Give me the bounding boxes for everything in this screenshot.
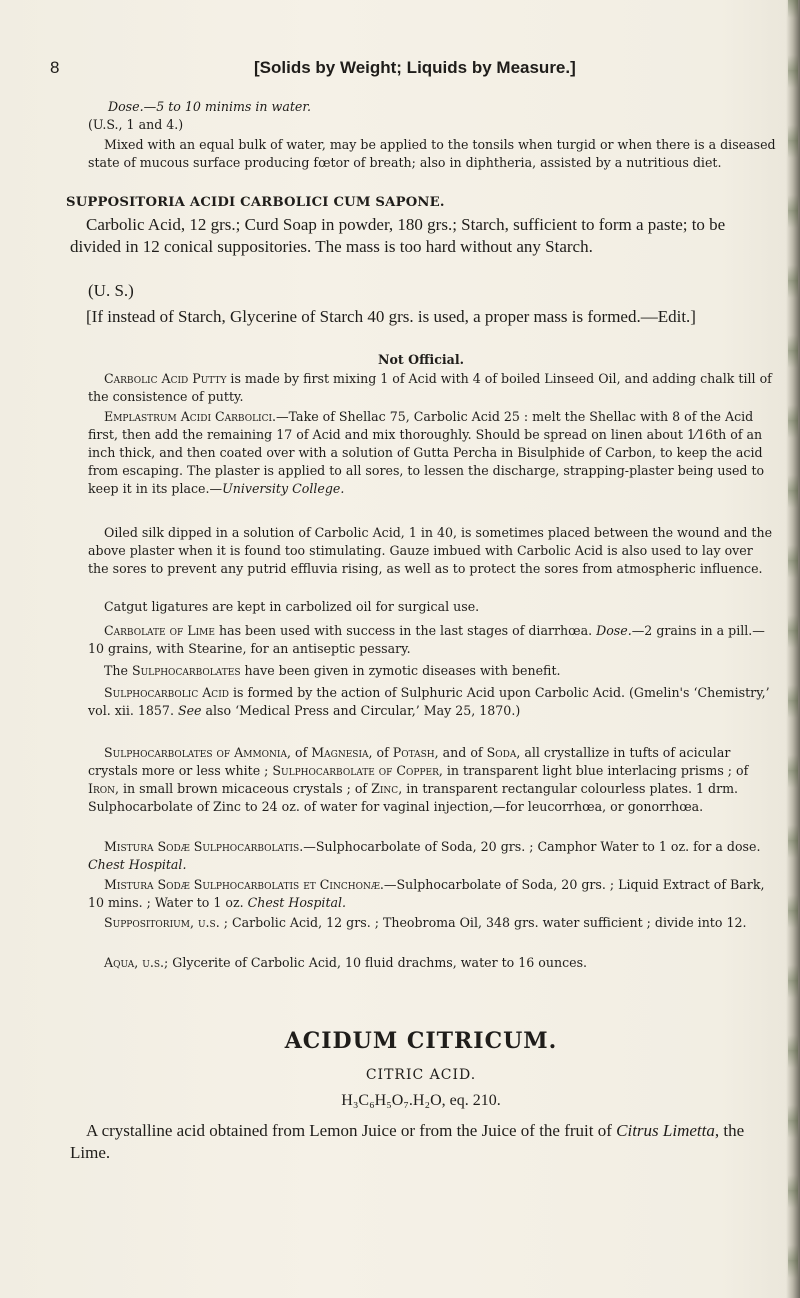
mixed-paragraph: Mixed with an equal bulk of water, may be applied to the tonsils when turgid or when there is a diseased state of mucous surface producing fœtor of breath; also in diphtheria, assisted by a nutritious diet. bbox=[88, 137, 776, 170]
suppositorium-paragraph bbox=[88, 914, 776, 932]
mistura1-text: —Sulphocarbolate of Soda, 20 grs. ; Camphor Water to 1 oz. for a dose. bbox=[303, 839, 761, 854]
final-italic: Citrus Limetta bbox=[616, 1121, 715, 1140]
mistura2-term: Mistura Sodæ Sulphocarbolatis et Cinchonæ. bbox=[104, 877, 384, 892]
aqua-ref: , u.s. bbox=[134, 955, 165, 970]
lime-paragraph bbox=[88, 622, 776, 658]
suppositorium-term: Suppositorium bbox=[104, 915, 190, 930]
oiled-silk-paragraph: Oiled silk dipped in a solution of Carbolic Acid, 1 in 40, is sometimes placed between the wound and the above plaster when it is found too stimulating. Gauze imbued with Carbolic Acid is also used to lay over the sores to prevent any putrid effluvia rising, as well as to protect the sores from atmospheric influence. bbox=[88, 525, 773, 576]
suppositoria-paragraph: Carbolic Acid, 12 grs.; Curd Soap in powder, 180 grs.; Starch, sufficient to form a paste; to be divided in 12 conical suppositories. The mass is too hard without any Starch. bbox=[70, 215, 726, 256]
final-text: A crystalline acid obtained from Lemon Juice or from the Juice of the fruit of bbox=[86, 1121, 617, 1140]
sulpho3-t2: Magnesia bbox=[311, 745, 369, 760]
sulpho2-text2: also ‘Medical Press and Circular,’ May 25, 1870.) bbox=[201, 703, 521, 718]
sulpho3-t3: Potash bbox=[392, 745, 435, 760]
suppositoria-heading: SUPPOSITORIA ACIDI CARBOLICI CUM SAPONE. bbox=[66, 195, 445, 210]
emplastrum-source: University College. bbox=[222, 481, 345, 496]
sulpho3-s7: , in transparent rectangular colourless plates. 1 drm. Sulphocarbolate of Zinc to 24 oz. of water for vaginal injection,—for leucorrhœa, or gonorrhœa. bbox=[88, 781, 739, 814]
lime-text: has been used with success in the last stages of diarrhœa. bbox=[214, 623, 597, 638]
sulphocarbolates-paragraph bbox=[88, 662, 776, 680]
sulpho3-t4: Soda bbox=[486, 745, 517, 760]
sulphocarbolic-acid-paragraph bbox=[88, 684, 776, 720]
page-number: 8 bbox=[50, 58, 60, 77]
citric-acid-paragraph bbox=[70, 1120, 776, 1164]
sulpho3-s5: , in transparent light blue interlacing prisms ; of bbox=[438, 763, 749, 778]
sulpho2-text: is formed by the action of Sulphuric Acid upon Carbolic Acid. (Gmelin's ‘Chemistry,’ vol. xii. 1857. bbox=[88, 685, 770, 718]
aqua-text: ; Glycerite of Carbolic Acid, 10 fluid drachms, water to 16 ounces. bbox=[164, 955, 588, 970]
sulpho1-pre: The bbox=[104, 663, 132, 678]
sulpho3-s2: , of bbox=[368, 745, 393, 760]
mistura2-source: Chest Hospital. bbox=[247, 895, 347, 910]
editor-note: [If instead of Starch, Glycerine of Starch 40 grs. is used, a proper mass is formed.—Edit.] bbox=[86, 307, 696, 326]
suppositorium-ref: , u.s. bbox=[189, 915, 220, 930]
citric-acid-subheading: CITRIC ACID. bbox=[365, 1067, 477, 1083]
catgut-paragraph: Catgut ligatures are kept in carbolized oil for surgical use. bbox=[104, 599, 480, 614]
sulpho3-t5: Sulphocarbolate of Copper bbox=[272, 763, 439, 778]
aqua-term: Aqua bbox=[104, 955, 135, 970]
dose-reference: (U.S., 1 and 4.) bbox=[88, 117, 184, 132]
sulpho3-s6: , in small brown micaceous crystals ; of bbox=[115, 781, 372, 796]
suppositorium-text: ; Carbolic Acid, 12 grs. ; Theobroma Oil, 348 grs. water sufficient ; divide into 12. bbox=[219, 915, 747, 930]
sulpho3-t6: Iron bbox=[88, 781, 116, 796]
not-official-label: Not Official. bbox=[378, 352, 464, 367]
mistura-sodae-paragraph bbox=[88, 838, 776, 874]
emplastrum-text: —Take of Shellac 75, Carbolic Acid 25 : melt the Shellac with 8 of the Acid first, then add the remaining 17 of Acid and mix thoroughly. Should be spread on linen about 1⁄16th of an inch thick, and then coated over with a solution of Gutta Percha in Bisulphide of Carbon, to keep the acid from escaping. The plaster is applied to all sores, to lessen the discharge, strapping-plaster being used to keep it in its place.— bbox=[88, 409, 765, 496]
sulpho1-text: have been given in zymotic diseases with benefit. bbox=[240, 663, 561, 678]
emplastrum-paragraph bbox=[88, 408, 776, 498]
chemical-formula: H₃C₆H₅O₇.H₂O, eq. 210. bbox=[341, 1092, 501, 1109]
final-tail: , the Lime. bbox=[70, 1121, 745, 1162]
sulpho3-s1: , of bbox=[286, 745, 312, 760]
putty-term: Carbolic Acid Putty bbox=[104, 371, 227, 386]
aqua-paragraph bbox=[88, 954, 776, 972]
dose-line: Dose.—5 to 10 minims in water. bbox=[108, 99, 311, 114]
sulpho1-term: Sulphocarbolates bbox=[131, 663, 241, 678]
sulphocarbolates-salts-paragraph bbox=[88, 744, 776, 816]
lime-dose-text: —2 grains in a pill.—10 grains, with Stearine, for an antiseptic pessary. bbox=[88, 623, 765, 656]
sulpho2-see: See bbox=[177, 703, 202, 718]
sulpho2-term: Sulphocarbolic Acid bbox=[104, 685, 229, 700]
sulpho3-t1: Sulphocarbolates of Ammonia bbox=[104, 745, 287, 760]
putty-paragraph bbox=[88, 370, 776, 406]
lime-term: Carbolate of Lime bbox=[104, 623, 215, 638]
mistura2-text: —Sulphocarbolate of Soda, 20 grs. ; Liquid Extract of Bark, 10 mins. ; Water to 1 oz. bbox=[88, 877, 765, 910]
page-edge-stain bbox=[788, 0, 798, 1298]
mistura1-source: Chest Hospital. bbox=[88, 857, 187, 872]
suppositoria-reference: (U. S.) bbox=[88, 281, 134, 300]
mistura-cinchonae-paragraph bbox=[88, 876, 776, 912]
lime-dose-label: Dose. bbox=[596, 623, 632, 638]
putty-text: is made by first mixing 1 of Acid with 4 of boiled Linseed Oil, and adding chalk till of the consistence of putty. bbox=[88, 371, 772, 404]
sulpho3-s3: , and of bbox=[434, 745, 487, 760]
running-title: [Solids by Weight; Liquids by Measure.] bbox=[254, 58, 576, 77]
page-header bbox=[50, 58, 750, 84]
emplastrum-term: Emplastrum Acidi Carbolici. bbox=[104, 409, 277, 424]
mistura1-term: Mistura Sodæ Sulphocarbolatis. bbox=[104, 839, 304, 854]
acidum-citricum-heading: ACIDUM CITRICUM. bbox=[284, 1028, 558, 1054]
sulpho3-s4: , all crystallize in tufts of acicular crystals more or less white ; bbox=[88, 745, 731, 778]
sulpho3-t7: Zinc bbox=[371, 781, 399, 796]
